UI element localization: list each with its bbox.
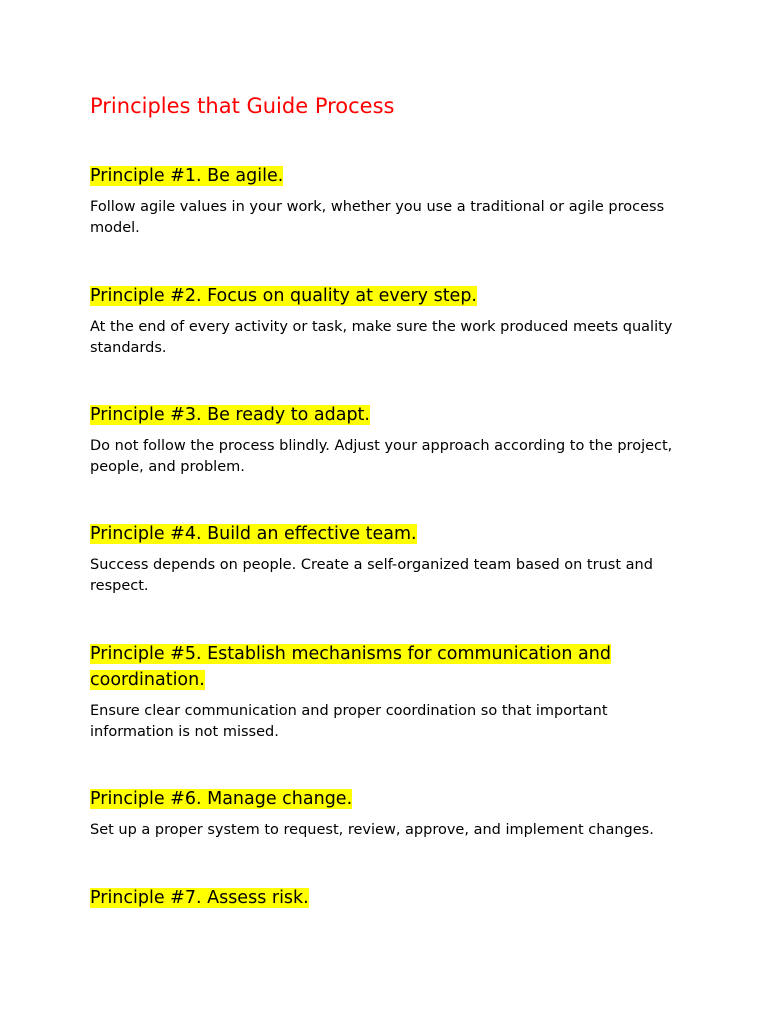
principle-heading-text: Principle #4. Build an effective team. bbox=[90, 524, 417, 544]
principle-heading bbox=[90, 521, 690, 547]
principle-description: Ensure clear communication and proper coordination so that important information is not missed. bbox=[90, 703, 608, 740]
principle-heading-text: Principle #3. Be ready to adapt. bbox=[90, 405, 370, 425]
principle-heading bbox=[90, 402, 690, 428]
principle-heading bbox=[90, 786, 690, 812]
principle-3 bbox=[90, 402, 690, 478]
principle-4 bbox=[90, 521, 690, 597]
principle-2 bbox=[90, 283, 690, 359]
principle-description: At the end of every activity or task, make sure the work produced meets quality standards. bbox=[90, 319, 673, 356]
principle-heading bbox=[90, 641, 690, 693]
principle-description: Follow agile values in your work, whether you use a traditional or agile process model. bbox=[90, 199, 665, 236]
principle-1 bbox=[90, 163, 690, 239]
principle-5 bbox=[90, 641, 690, 743]
principle-heading-text: Principle #2. Focus on quality at every step. bbox=[90, 286, 477, 306]
principle-heading-text: Principle #7. Assess risk. bbox=[90, 888, 309, 908]
document-title: Principles that Guide Process bbox=[90, 94, 395, 118]
principle-heading bbox=[90, 283, 690, 309]
principle-description: Set up a proper system to request, review, approve, and implement changes. bbox=[90, 822, 654, 838]
principle-heading bbox=[90, 163, 690, 189]
principle-7 bbox=[90, 885, 690, 911]
principle-heading-text: Principle #6. Manage change. bbox=[90, 789, 353, 809]
principle-description: Success depends on people. Create a self-organized team based on trust and respect. bbox=[90, 557, 653, 594]
principle-heading bbox=[90, 885, 690, 911]
principle-description: Do not follow the process blindly. Adjust your approach according to the project, people, and problem. bbox=[90, 438, 673, 475]
principle-6 bbox=[90, 786, 690, 841]
principle-heading-text: Principle #5. Establish mechanisms for communication and coordination. bbox=[90, 644, 611, 690]
principle-heading-text: Principle #1. Be agile. bbox=[90, 166, 284, 186]
